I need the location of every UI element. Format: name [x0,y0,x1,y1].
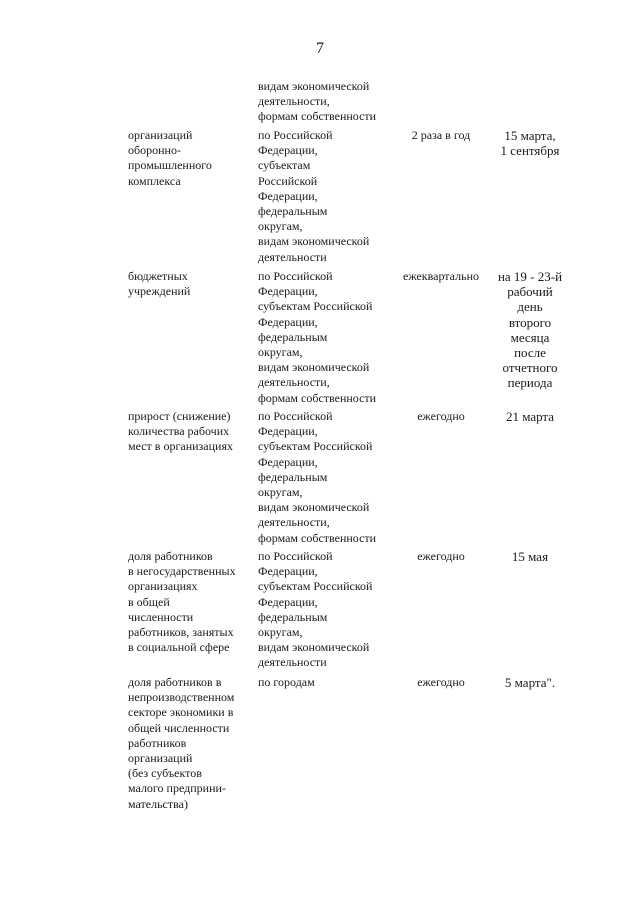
row-4-breakdown: по Российской Федерации, субъектам Российской Федерации, федеральным округам, видам экономической деятельности [258,549,373,670]
row-5-deadline: 5 марта". [504,675,556,690]
row-2-deadline: на 19 - 23-й рабочий день второго месяца после отчетного периода [497,269,563,391]
row-5-indicator: доля работников в непроизводственном секторе экономики в общей численности работников организаций (без субъектов малого предприни- мательства) [128,675,235,811]
row-1-frequency: 2 раза в год [411,128,471,142]
row-2-breakdown: по Российской Федерации, субъектам Российской Федерации, федеральным округам, видам экономической деятельности, формам собственности [258,269,377,405]
row-3-breakdown: по Российской Федерации, субъектам Российской Федерации, федеральным округам, видам экономической деятельности, формам собственности [258,409,377,545]
row-1-breakdown: по Российской Федерации, субъектам Российской Федерации, федеральным округам, видам экономической деятельности [258,128,370,264]
row-3-deadline: 21 марта [505,409,555,424]
row-0-breakdown: видам экономической деятельности, формам собственности [258,79,377,124]
row-2-indicator: бюджетных учреждений [128,269,191,299]
row-3-indicator: прирост (снижение) количества рабочих мест в организациях [128,409,233,454]
row-4-frequency: ежегодно [417,549,465,563]
row-1-deadline: 15 марта, 1 сентября [500,128,560,159]
page-number: 7 [316,40,324,57]
row-4-indicator: доля работников в негосударственных организациях в общей численности работников, занятых в социальной сфере [128,549,236,655]
row-5-breakdown: по городам [258,675,315,689]
row-4-deadline: 15 мая [511,549,549,564]
row-3-frequency: ежегодно [417,409,465,423]
row-1-indicator: организаций оборонно- промышленного комплекса [128,128,212,188]
row-2-frequency: ежеквартально [403,269,479,283]
row-5-frequency: ежегодно [417,675,465,689]
